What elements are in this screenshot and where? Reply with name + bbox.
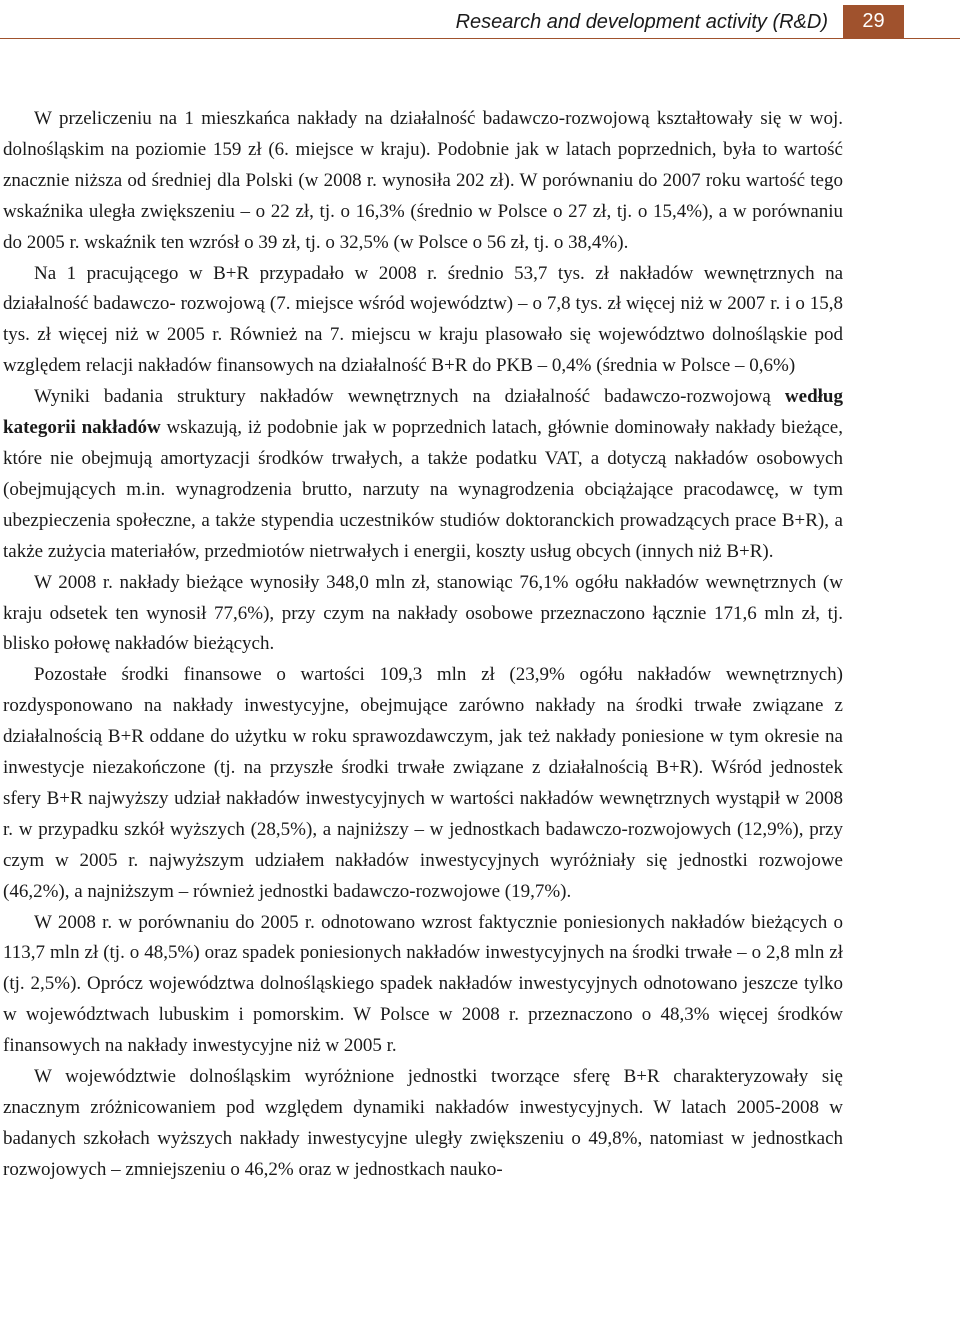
emphasis-cost-categories: według kategorii nakładów [3, 386, 843, 439]
paragraph-per-capita: W przeliczeniu na 1 mieszkańca nakłady na działalność badawczo-rozwojową kształtowały się w woj. dolnośląskim na poziomie 159 zł (6. miejsce w kraju). Podobnie jak w latach poprzednich, była to wartość znacznie niższa od średniej dla Polski (w 2008 r. wynosiła 202 zł). W porównaniu do 2007 roku wartość tego wskaźnika uległa zwiększeniu – o 22 zł, tj. o 16,3% (średnio w Polsce o 27 zł, tj. o 15,4%), a w porównaniu do 2005 r. wskaźnik ten wzrósł o 39 zł, tj. o 32,5% (w Polsce o 56 zł, tj. o 38,4%). [3, 108, 843, 253]
paragraph-comparison-2005: W 2008 r. w porównaniu do 2005 r. odnotowano wzrost faktycznie poniesionych nakładów bieżących o 113,7 mln zł (tj. o 48,5%) oraz spadek poniesionych nakładów inwestycyjnych na środki trwałe – o 2,8 mln zł (tj. 2,5%). Oprócz województwa dolnośląskiego spadek nakładów inwestycyjnych odnotowano jeszcze tylko w województwach lubuskim i pomorskim. W Polsce w 2008 r. przeznaczono o 48,3% więcej środków finansowych na nakłady inwestycyjne niż w 2005 r. [3, 911, 843, 1057]
paragraph-investment-costs: Pozostałe środki finansowe o wartości 109,3 mln zł (23,9% ogółu nakładów wewnętrznych) rozdysponowano na nakłady inwestycyjne, obejmujące zarówno nakłady na środki trwałe związane z działalnością B+R oddane do użytku w roku sprawozdawczym, jak też nakłady poniesione w tym okresie na inwestycje niezakończone (tj. na przyszłe środki trwałe związane z działalnością B+R). Wśród jednostek sfery B+R najwyższy udział nakładów inwestycyjnych w wartości nakładów wewnętrznych wystąpił w 2008 r. w przypadku szkół wyższych (28,5%), a najniższy – w jednostkach badawczo-rozwojowych (12,9%), przy czym w 2005 r. najwyższym udziałem nakładów inwestycyjnych wyróżniały się jednostki rozwojowe (46,2%), a najniższym – również jednostki badawczo-rozwojowe (19,7%). [3, 664, 843, 902]
body-text [3, 104, 843, 1186]
page-header [0, 0, 960, 48]
page-number-badge: 29 [843, 5, 904, 38]
paragraph-cost-categories-post: wskazują, iż podobnie jak w poprzednich latach, głównie dominowały nakłady bieżące, które nie obejmują amortyzacji środków trwałych, a także podatku VAT, a dotyczą nakładów osobowych (obejmujących m.in. wynagrodzenia brutto, narzuty na wynagrodzenia obciążające pracodawcę, w tym ubezpieczenia społeczne, a także stypendia uczestników studiów doktoranckich prowadzących prace B+R), a także zużycia materiałów, przedmiotów nietrwałych i energii, koszty usług obcych (innych niż B+R). [3, 417, 843, 562]
paragraph-current-costs: W 2008 r. nakłady bieżące wynosiły 348,0 mln zł, stanowiąc 76,1% ogółu nakładów wewnętrznych (w kraju odsetek ten wynosił 77,6%), przy czym na nakłady osobowe przeznaczono łącznie 171,6 mln zł, tj. blisko połowę nakładów bieżących. [3, 571, 843, 655]
paragraph-cost-categories [3, 382, 843, 567]
paragraph-dynamics: W województwie dolnośląskim wyróżnione jednostki tworzące sferę B+R charakteryzowały się znacznym zróżnicowaniem pod względem dynamiki nakładów inwestycyjnych. W latach 2005-2008 w badanych szkołach wyższych nakłady inwestycyjne uległy zwiększeniu o 49,8%, natomiast w jednostkach rozwojowych – zmniejszeniu o 46,2% oraz w jednostkach nauko- [3, 1066, 843, 1180]
paragraph-cost-categories-pre: Wyniki badania struktury nakładów wewnętrznych na działalność badawczo-rozwojową [34, 386, 785, 408]
paragraph-per-employee: Na 1 pracującego w B+R przypadało w 2008 r. średnio 53,7 tys. zł nakładów wewnętrznych na działalność badawczo- rozwojową (7. miejsce wśród województw) – o 7,8 tys. zł więcej niż w 2007 r. i o 15,8 tys. zł więcej niż w 2005 r. Również na 7. miejscu w kraju plasowało się województwo dolnośląskie pod względem relacji nakładów finansowych na działalność B+R do PKB – 0,4% (średnia w Polsce – 0,6%) [3, 262, 843, 377]
header-rule [0, 38, 960, 39]
running-head-title: Research and development activity (R&D) [455, 11, 828, 33]
